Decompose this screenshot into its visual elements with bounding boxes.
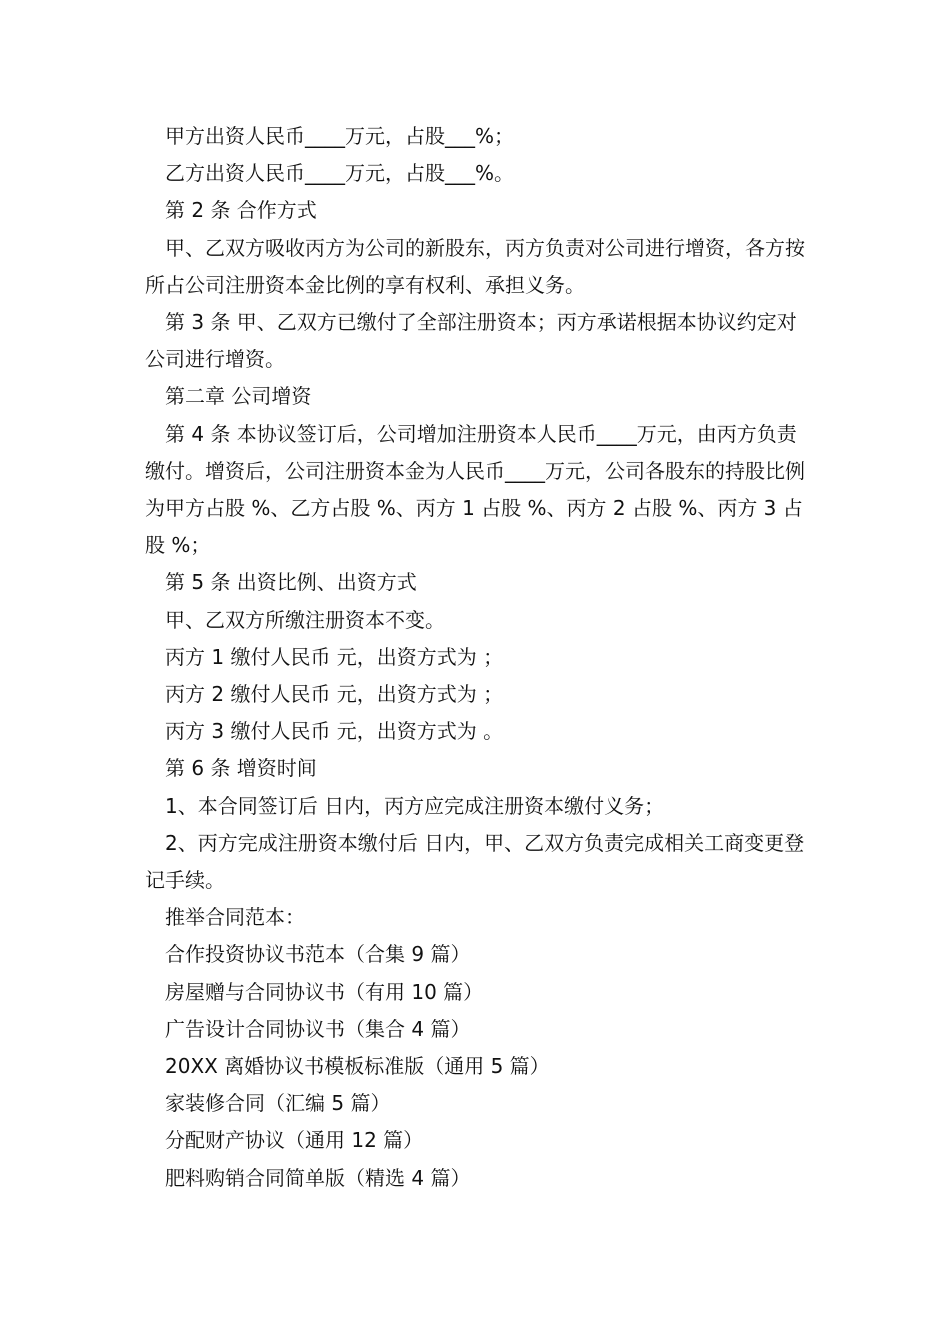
article-5-item-c1: 丙方 1 缴付人民币 元，出资方式为 ； [165,644,504,669]
article-5-item-ab: 甲、乙双方所缴注册资本不变。 [165,607,445,632]
recommended-template-link[interactable]: 房屋赠与合同协议书（有用 10 篇） [165,979,484,1004]
chapter-2-heading: 第二章 公司增资 [165,384,312,409]
paragraph-party-a-investment: 甲方出资人民币____万元，占股___%； [165,124,515,148]
article-2-heading: 第 2 条 合作方式 [165,198,317,223]
document-body [145,118,815,1197]
article-6-item-1: 1、本合同签订后 日内，丙方应完成注册资本缴付义务； [165,793,665,818]
recommended-template-link[interactable]: 分配财产协议（通用 12 篇） [165,1128,424,1153]
article-5-item-c2: 丙方 2 缴付人民币 元，出资方式为 ； [165,682,504,707]
recommended-template-link[interactable]: 广告设计合同协议书（集合 4 篇） [165,1016,471,1041]
article-5-heading: 第 5 条 出资比例、出资方式 [165,570,417,595]
recommended-template-link[interactable]: 肥料购销合同简单版（精选 4 篇） [165,1165,471,1190]
article-6-item-2: 2、丙方完成注册资本缴付后 日内，甲、乙双方负责完成相关工商变更登记手续。 [145,830,805,893]
recommended-template-link[interactable]: 家装修合同（汇编 5 篇） [165,1091,391,1116]
recommended-templates-heading: 推举合同范本： [165,905,305,930]
recommended-template-link[interactable]: 20XX 离婚协议书模板标准版（通用 5 篇） [165,1054,550,1079]
paragraph-party-b-investment: 乙方出资人民币____万元，占股___%。 [165,161,515,186]
article-5-item-c3: 丙方 3 缴付人民币 元，出资方式为 。 [165,719,504,744]
article-2-body: 甲、乙双方吸收丙方为公司的新股东，丙方负责对公司进行增资，各方按所占公司注册资本金比例的享有权利、承担义务。 [145,235,805,297]
article-3-body: 第 3 条 甲、乙双方已缴付了全部注册资本；丙方承诺根据本协议约定对公司进行增资。 [145,310,797,372]
article-4-body: 第 4 条 本协议签订后，公司增加注册资本人民币____万元，由丙方负责缴付。增资后，公司注册资本金为人民币____万元，公司各股东的持股比例为甲方占股 %、乙方占股 %、丙方 1 占股 %、丙方 2 占股 %、丙方 3 占股 %； [145,421,805,558]
article-6-heading: 第 6 条 增资时间 [165,756,317,781]
recommended-template-link[interactable]: 合作投资协议书范本（合集 9 篇） [165,942,471,967]
